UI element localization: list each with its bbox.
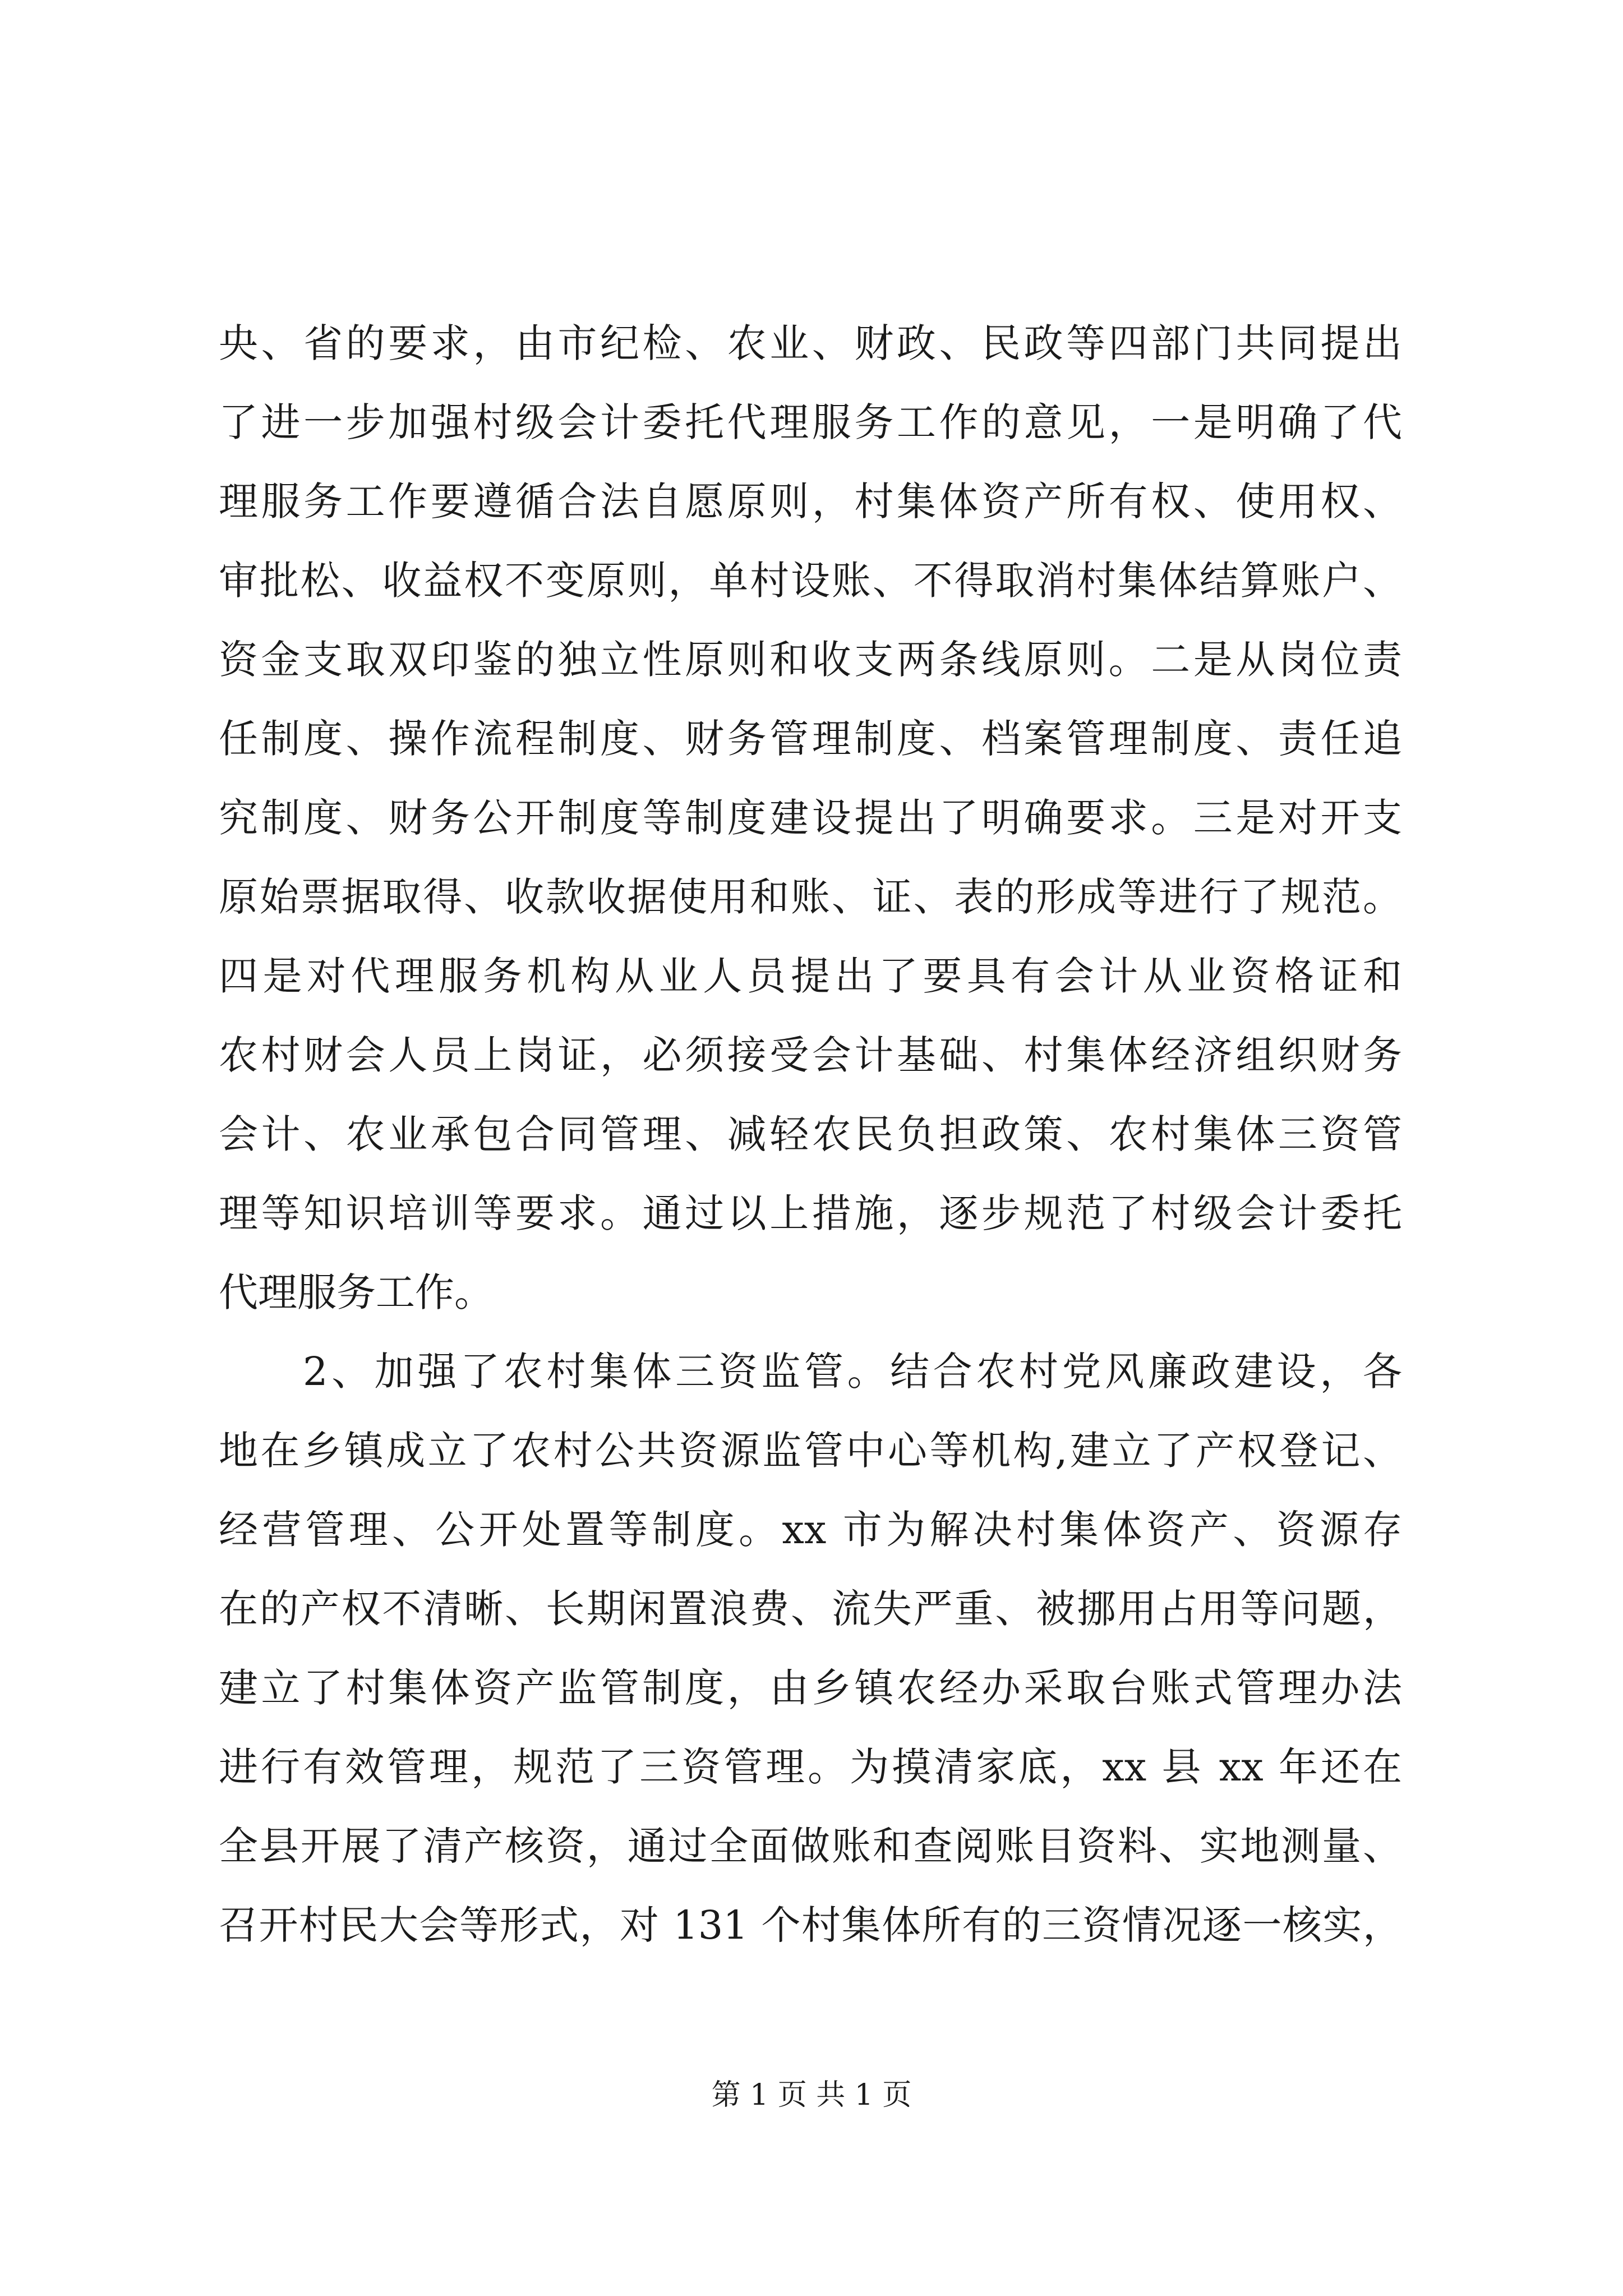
text-line: 召开村民大会等形式，对 131 个村集体所有的三资情况逐一核实，	[219, 1902, 1402, 1948]
text-line: 经营管理、公开处置等制度。xx 市为解决村集体资产、资源存	[219, 1507, 1402, 1553]
text-line: 了进一步加强村级会计委托代理服务工作的意见，一是明确了代	[219, 399, 1402, 445]
text-line: 审批松、收益权不变原则，单村设账、不得取消村集体结算账户、	[219, 558, 1402, 604]
text-line: 地在乡镇成立了农村公共资源监管中心等机构,建立了产权登记、	[219, 1428, 1402, 1474]
text-line: 任制度、操作流程制度、财务管理制度、档案管理制度、责任追	[219, 716, 1402, 762]
text-line: 2、加强了农村集体三资监管。结合农村党风廉政建设，各	[303, 1349, 1402, 1395]
text-line: 进行有效管理，规范了三资管理。为摸清家底，xx 县 xx 年还在	[219, 1744, 1402, 1790]
text-line: 在的产权不清晰、长期闲置浪费、流失严重、被挪用占用等问题，	[219, 1586, 1402, 1632]
page-number-label: 第 1 页 共 1 页	[711, 2078, 912, 2112]
text-line: 究制度、财务公开制度等制度建设提出了明确要求。三是对开支	[219, 795, 1402, 841]
text-line: 农村财会人员上岗证，必须接受会计基础、村集体经济组织财务	[219, 1032, 1402, 1078]
text-line: 理服务工作要遵循合法自愿原则，村集体资产所有权、使用权、	[219, 478, 1402, 524]
paragraph-1	[219, 304, 1402, 1332]
text-line: 央、省的要求，由市纪检、农业、财政、民政等四部门共同提出	[219, 320, 1402, 366]
text-line: 全县开展了清产核资，通过全面做账和查阅账目资料、实地测量、	[219, 1823, 1402, 1869]
paragraph-2	[219, 1332, 1402, 1965]
text-line: 会计、农业承包合同管理、减轻农民负担政策、农村集体三资管	[219, 1111, 1402, 1157]
text-line: 资金支取双印鉴的独立性原则和收支两条线原则。二是从岗位责	[219, 637, 1402, 683]
text-line: 四是对代理服务机构从业人员提出了要具有会计从业资格证和	[219, 953, 1402, 999]
page-footer	[0, 2076, 1623, 2115]
text-line: 原始票据取得、收款收据使用和账、证、表的形成等进行了规范。	[219, 874, 1402, 920]
text-line: 理等知识培训等要求。通过以上措施，逐步规范了村级会计委托	[219, 1190, 1402, 1236]
text-line: 代理服务工作。	[219, 1269, 494, 1315]
text-line: 建立了村集体资产监管制度，由乡镇农经办采取台账式管理办法	[219, 1665, 1402, 1711]
document-body	[219, 304, 1402, 1965]
